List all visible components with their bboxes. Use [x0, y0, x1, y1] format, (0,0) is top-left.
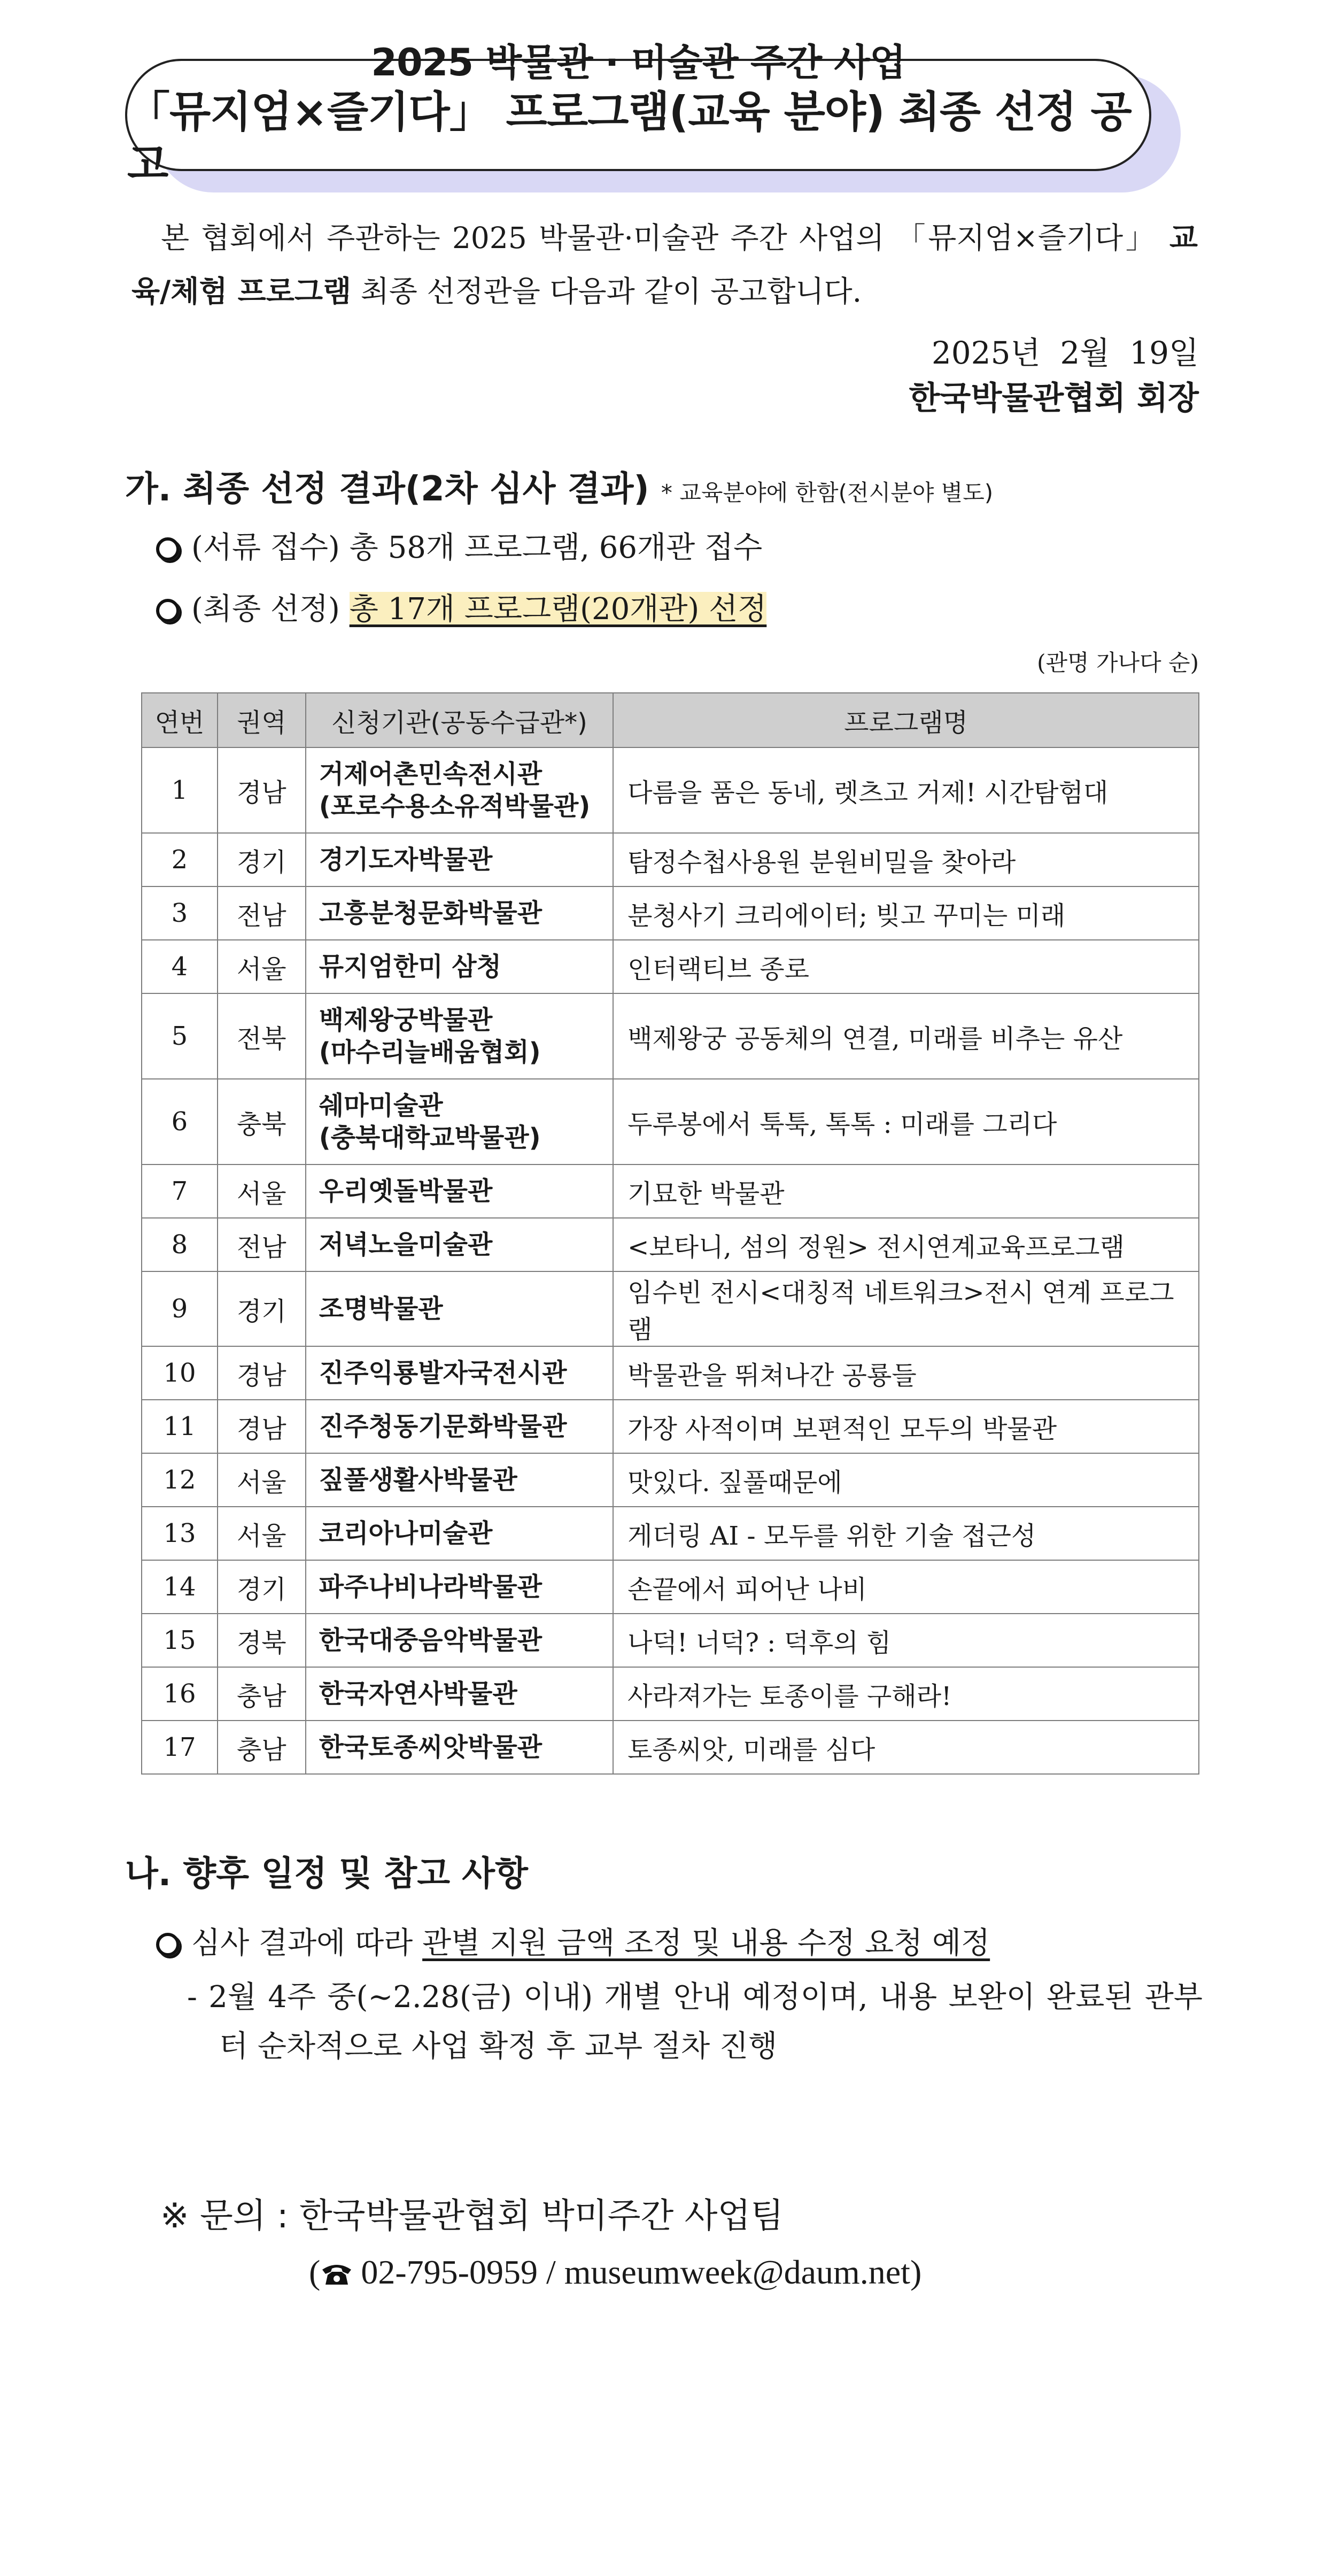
row-region: 서울: [236, 954, 286, 984]
hollow-circle-bullet-icon: [156, 537, 180, 561]
contact-email[interactable]: museumweek@daum.net: [564, 2253, 910, 2291]
row-institution: 조명박물관: [319, 1294, 443, 1324]
cell-no: [142, 1453, 218, 1507]
bullet-review-underlined: 관별 지원 금액 조정 및 내용 수정 요청 예정: [422, 1926, 990, 1961]
cell-no: [142, 1079, 218, 1164]
row-co-institution: (충북대학교박물관): [319, 1123, 541, 1153]
cell-no: [142, 1346, 218, 1400]
cell-institution: [306, 1218, 613, 1271]
row-institution: 한국토종씨앗박물관: [319, 1732, 543, 1762]
cell-institution: [306, 747, 613, 833]
row-region: 전남: [236, 1232, 286, 1262]
row-no: 1: [171, 775, 188, 805]
table-row: [142, 1721, 1199, 1774]
row-institution: 코리아나미술관: [319, 1518, 493, 1548]
row-program: 사라져가는 토종이를 구해라!: [627, 1681, 952, 1711]
table-row: [142, 1400, 1199, 1453]
cell-region: [218, 940, 306, 993]
cell-no: [142, 747, 218, 833]
contact-line: ※ 문의 : 한국박물관협회 박미주간 사업팀: [160, 2196, 784, 2236]
section-a-heading: [125, 465, 993, 517]
cell-no: [142, 1614, 218, 1667]
cell-institution: [306, 940, 613, 993]
cell-no: [142, 1721, 218, 1774]
cell-region: [218, 1271, 306, 1346]
row-no: 16: [163, 1679, 196, 1709]
cell-program: [613, 993, 1199, 1079]
cell-region: [218, 1079, 306, 1164]
row-institution: 백제왕궁박물관: [319, 1005, 493, 1035]
section-a-title: 가. 최종 선정 결과(2차 심사 결과): [125, 469, 649, 509]
selection-results-table: [141, 692, 1199, 1775]
row-institution: 고흥분청문화박물관: [319, 898, 543, 928]
table-row: [142, 1667, 1199, 1721]
row-program: <보타니, 섬의 정원> 전시연계교육프로그램: [627, 1232, 1125, 1262]
row-program: 탐정수첩사용원 분원비밀을 찾아라: [627, 847, 1016, 877]
bullet-final-prefix: (최종 선정): [191, 592, 340, 627]
cell-region: [218, 1721, 306, 1774]
cell-institution: [306, 1614, 613, 1667]
row-program: 손끝에서 피어난 나비: [627, 1574, 867, 1605]
cell-region: [218, 1667, 306, 1721]
title-banner: [125, 41, 1181, 192]
row-no: 3: [171, 898, 188, 928]
contact-phone[interactable]: 02-795-0959: [361, 2253, 538, 2291]
row-region: 경북: [236, 1628, 286, 1658]
cell-region: [218, 1218, 306, 1271]
cell-region: [218, 1453, 306, 1507]
contact-details: ( 02-795-0959 / museumweek@daum.net): [309, 2253, 922, 2291]
cell-program: [613, 1164, 1199, 1218]
bullet-submission: [156, 524, 762, 572]
bullet-review-prefix: 심사 결과에 따라: [191, 1926, 413, 1961]
cell-institution: [306, 1164, 613, 1218]
row-institution: 우리옛돌박물관: [319, 1176, 493, 1206]
header-institution: 신청기관(공동수급관*): [306, 693, 613, 747]
bullet-review-result: [156, 1919, 990, 1968]
row-no: 17: [163, 1732, 196, 1762]
table-row: [142, 1271, 1199, 1346]
table-body: [142, 747, 1199, 1774]
cell-no: [142, 1400, 218, 1453]
cell-institution: [306, 1507, 613, 1560]
hollow-circle-bullet-icon: [156, 1933, 180, 1956]
intro-text-2: 최종 선정관을 다음과 같이 공고합니다.: [360, 274, 862, 308]
cell-program: [613, 1346, 1199, 1400]
cell-institution: [306, 1453, 613, 1507]
row-program: 나덕! 너덕? : 덕후의 힘: [627, 1628, 892, 1658]
table-row: [142, 886, 1199, 940]
intro-paragraph: [131, 211, 1198, 318]
section-b-heading: 나. 향후 일정 및 참고 사항: [125, 1854, 528, 1894]
cell-region: [218, 833, 306, 886]
cell-program: [613, 1271, 1199, 1346]
row-no: 4: [171, 952, 188, 982]
row-region: 경남: [236, 1360, 286, 1391]
row-program: 백제왕궁 공동체의 연결, 미래를 비추는 유산: [627, 1023, 1123, 1054]
bullet-final-highlight: 총 17개 프로그램(20개관) 선정: [349, 592, 767, 627]
cell-program: [613, 1614, 1199, 1667]
row-program: 기묘한 박물관: [627, 1178, 785, 1209]
table-row: [142, 1164, 1199, 1218]
schedule-detail-text: - 2월 4주 중(~2.28(금) 이내) 개별 안내 예정이며, 내용 보완이 완료된 관부터 순차적으로 사업 확정 후 교부 절차 진행: [187, 1980, 1203, 2064]
row-program: 토종씨앗, 미래를 심다: [627, 1734, 875, 1765]
cell-region: [218, 1400, 306, 1453]
cell-program: [613, 1560, 1199, 1614]
cell-region: [218, 1614, 306, 1667]
row-region: 경남: [236, 1414, 286, 1444]
row-program: 두루봉에서 툭툭, 톡톡 : 미래를 그리다: [627, 1109, 1057, 1139]
row-institution: 경기도자박물관: [319, 845, 493, 875]
row-institution: 짚풀생활사박물관: [319, 1465, 517, 1495]
cell-institution: [306, 833, 613, 886]
row-no: 13: [163, 1518, 196, 1548]
table-row: [142, 1079, 1199, 1164]
row-institution: 진주익룡발자국전시관: [319, 1358, 567, 1388]
table-row: [142, 1218, 1199, 1271]
row-institution: 쉐마미술관: [319, 1091, 443, 1121]
header-program: 프로그램명: [613, 693, 1199, 747]
table-row: [142, 833, 1199, 886]
bullet-final-selection: [156, 585, 766, 634]
hollow-circle-bullet-icon: [156, 599, 180, 622]
cell-institution: [306, 1346, 613, 1400]
cell-program: [613, 1400, 1199, 1453]
table-row: [142, 1614, 1199, 1667]
cell-institution: [306, 1400, 613, 1453]
table-row: [142, 940, 1199, 993]
cell-no: [142, 1560, 218, 1614]
table-row: [142, 1453, 1199, 1507]
cell-program: [613, 1079, 1199, 1164]
cell-program: [613, 940, 1199, 993]
cell-program: [613, 1453, 1199, 1507]
row-region: 충남: [236, 1681, 286, 1711]
row-program: 박물관을 뛰쳐나간 공룡들: [627, 1360, 917, 1391]
row-program: 가장 사적이며 보편적인 모두의 박물관: [627, 1414, 1057, 1444]
row-institution: 저녁노을미술관: [319, 1230, 493, 1260]
cell-program: [613, 833, 1199, 886]
cell-no: [142, 1667, 218, 1721]
section-a-note: * 교육분야에 한함(전시분야 별도): [661, 480, 994, 506]
row-no: 12: [163, 1465, 196, 1495]
row-no: 5: [171, 1021, 188, 1051]
row-program: 게더링 AI - 모두를 위한 기술 접근성: [627, 1521, 1036, 1551]
cell-region: [218, 1346, 306, 1400]
bullet-submission-text: (서류 접수) 총 58개 프로그램, 66개관 접수: [191, 530, 763, 565]
cell-no: [142, 940, 218, 993]
row-no: 11: [163, 1412, 196, 1441]
table-row: [142, 993, 1199, 1079]
row-no: 9: [171, 1294, 188, 1324]
row-region: 서울: [236, 1467, 286, 1498]
cell-no: [142, 1507, 218, 1560]
row-region: 경기: [236, 847, 286, 877]
cell-institution: [306, 1079, 613, 1164]
table-row: [142, 1560, 1199, 1614]
cell-institution: [306, 1667, 613, 1721]
cell-region: [218, 1164, 306, 1218]
issuing-organization: 한국박물관협회 회장: [909, 380, 1199, 417]
cell-no: [142, 993, 218, 1079]
title-box: [125, 41, 1151, 189]
row-no: 6: [171, 1107, 188, 1137]
row-no: 15: [163, 1625, 196, 1655]
row-no: 7: [171, 1176, 188, 1206]
header-region: 권역: [218, 693, 306, 747]
intro-text-bold: 교육/체험 프로그램: [131, 220, 1198, 308]
cell-region: [218, 747, 306, 833]
telephone-icon: [320, 2261, 353, 2286]
cell-institution: [306, 993, 613, 1079]
cell-program: [613, 1721, 1199, 1774]
row-co-institution: (마수리늘배움협회): [319, 1037, 541, 1067]
row-institution: 파주나비나라박물관: [319, 1572, 543, 1602]
title-line-1: 2025 박물관 · 미술관 주간 사업: [371, 41, 905, 84]
intro-text-1: 본 협회에서 주관하는 2025 박물관·미술관 주간 사업의 「뮤지엄×즐기다」: [161, 221, 1158, 255]
row-no: 10: [163, 1358, 196, 1388]
cell-program: [613, 886, 1199, 940]
announcement-date: 2025년 2월 19일: [931, 335, 1199, 371]
cell-institution: [306, 1271, 613, 1346]
row-region: 전남: [236, 900, 286, 931]
table-row: [142, 1507, 1199, 1560]
cell-program: [613, 747, 1199, 833]
row-region: 경남: [236, 777, 286, 808]
row-institution: 한국대중음악박물관: [319, 1625, 543, 1655]
cell-no: [142, 1218, 218, 1271]
contact-separator: /: [546, 2253, 556, 2291]
row-co-institution: (포로수용소유적박물관): [319, 791, 591, 821]
cell-region: [218, 886, 306, 940]
cell-region: [218, 1560, 306, 1614]
row-program: 다름을 품은 동네, 렛츠고 거제! 시간탐험대: [627, 777, 1109, 808]
row-program: 임수빈 전시<대칭적 네트워크>전시 연계 프로그램: [627, 1278, 1174, 1345]
cell-institution: [306, 886, 613, 940]
cell-program: [613, 1667, 1199, 1721]
sort-note: (관명 가나다 순): [1037, 650, 1199, 676]
table-header-row: [142, 693, 1199, 747]
row-no: 8: [171, 1230, 188, 1260]
cell-no: [142, 1164, 218, 1218]
cell-no: [142, 833, 218, 886]
row-no: 2: [171, 845, 188, 875]
title-line-2: 「뮤지엄×즐기다」 프로그램(교육 분야) 최종 선정 공고: [127, 87, 1132, 189]
row-program: 맛있다. 짚풀때문에: [627, 1467, 842, 1498]
row-region: 경기: [236, 1296, 286, 1326]
row-region: 충남: [236, 1734, 286, 1765]
row-region: 충북: [236, 1109, 286, 1139]
table-row: [142, 747, 1199, 833]
row-program: 분청사기 크리에이터; 빚고 꾸미는 미래: [627, 900, 1066, 931]
cell-institution: [306, 1721, 613, 1774]
row-program: 인터랙티브 종로: [627, 954, 810, 984]
cell-program: [613, 1218, 1199, 1271]
schedule-detail: [187, 1973, 1203, 2071]
cell-region: [218, 993, 306, 1079]
row-institution: 진주청동기문화박물관: [319, 1412, 567, 1441]
cell-no: [142, 886, 218, 940]
cell-institution: [306, 1560, 613, 1614]
row-region: 서울: [236, 1178, 286, 1209]
row-institution: 거제어촌민속전시관: [319, 759, 543, 789]
table-row: [142, 1346, 1199, 1400]
row-institution: 뮤지엄한미 삼청: [319, 952, 502, 982]
row-institution: 한국자연사박물관: [319, 1679, 517, 1709]
cell-no: [142, 1271, 218, 1346]
row-no: 14: [163, 1572, 196, 1602]
row-region: 경기: [236, 1574, 286, 1605]
row-region: 전북: [236, 1023, 286, 1054]
row-region: 서울: [236, 1521, 286, 1551]
cell-program: [613, 1507, 1199, 1560]
header-no: 연번: [142, 693, 218, 747]
cell-region: [218, 1507, 306, 1560]
